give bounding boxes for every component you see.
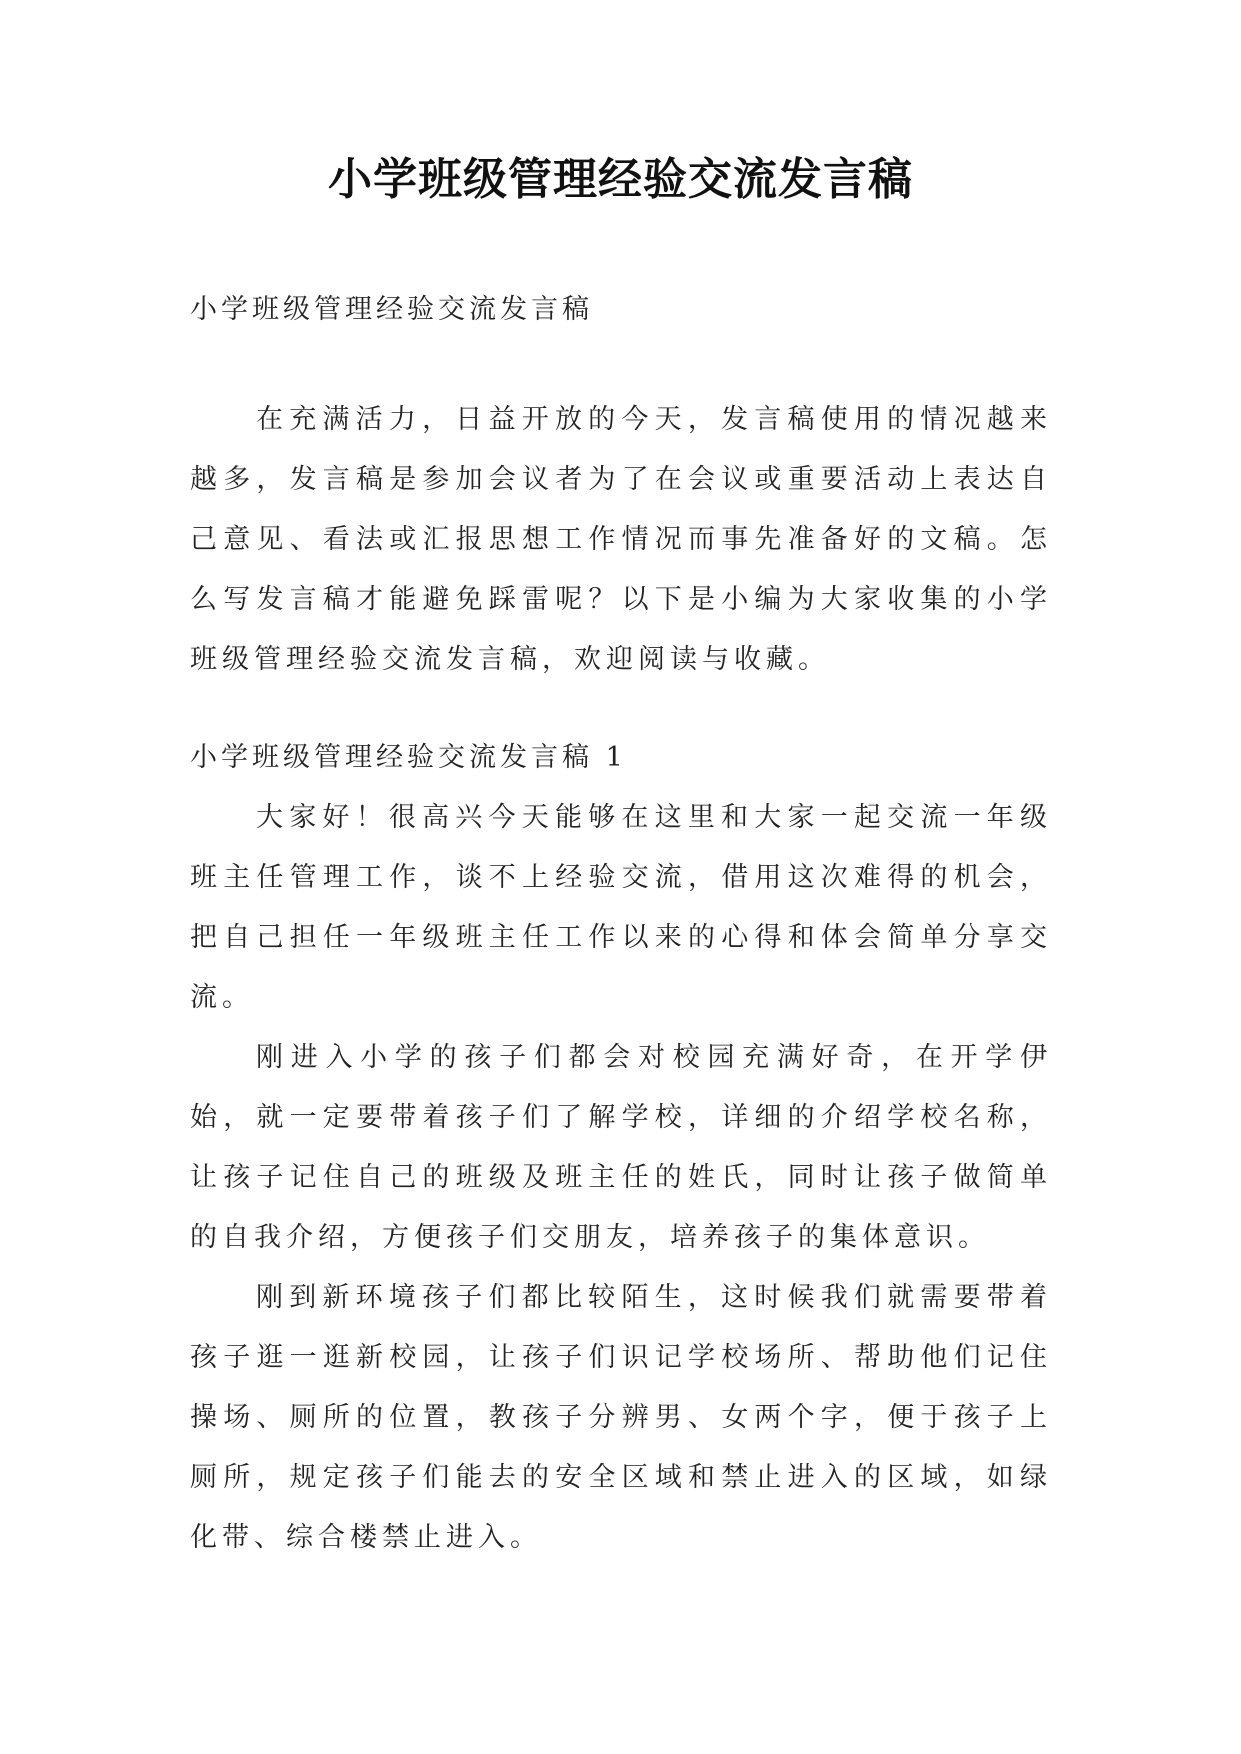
intro-paragraph: 在充满活力，日益开放的今天，发言稿使用的情况越来越多，发言稿是参加会议者为了在会议或重要活动上表达自己意见、看法或汇报思想工作情况而事先准备好的文稿。怎么写发言稿才能避免踩雷呢？以下是小编为大家收集的小学班级管理经验交流发言稿，欢迎阅读与收藏。 xyxy=(190,404,1052,675)
section-heading: 小学班级管理经验交流发言稿 1 xyxy=(190,742,627,773)
body-paragraph: 大家好！很高兴今天能够在这里和大家一起交流一年级班主任管理工作，谈不上经验交流，借用这次难得的机会，把自己担任一年级班主任工作以来的心得和体会简单分享交流。 xyxy=(190,802,1052,1013)
document-title: 小学班级管理经验交流发言稿 xyxy=(328,154,913,205)
document-body xyxy=(190,290,1052,1568)
document-subtitle: 小学班级管理经验交流发言稿 xyxy=(190,294,593,325)
body-paragraph: 刚到新环境孩子们都比较陌生，这时候我们就需要带着孩子逛一逛新校园，让孩子们识记学校场所、帮助他们记住操场、厕所的位置，教孩子分辨男、女两个字，便于孩子上厕所，规定孩子们能去的安全区域和禁止进入的区域，如绿化带、综合楼禁止进入。 xyxy=(190,1282,1052,1553)
body-paragraph: 刚进入小学的孩子们都会对校园充满好奇，在开学伊始，就一定要带着孩子们了解学校，详细的介绍学校名称，让孩子记住自己的班级及班主任的姓氏，同时让孩子做简单的自我介绍，方便孩子们交朋友，培养孩子的集体意识。 xyxy=(190,1042,1052,1253)
